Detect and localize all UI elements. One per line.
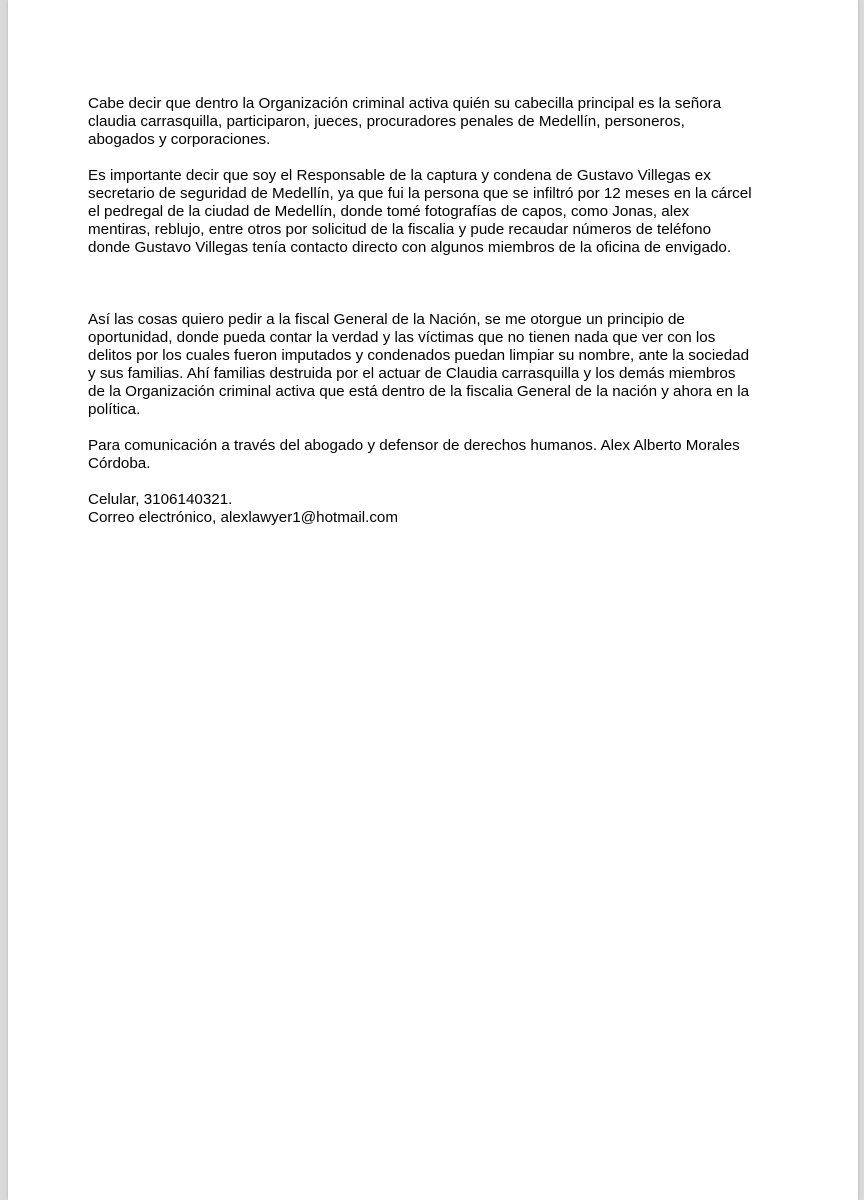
text-line: claudia carrasquilla, participaron, jueces, procuradores penales de Medellín, personeros, — [88, 113, 685, 130]
text-line: oportunidad, donde pueda contar la verdad y las víctimas que no tienen nada que ver con los — [88, 329, 716, 346]
text-line: delitos por los cuales fueron imputados y condenados puedan limpiar su nombre, ante la sociedad — [88, 347, 750, 364]
text-line: Es importante decir que soy el Responsable de la captura y condena de Gustavo Villegas ex — [88, 167, 711, 184]
text-line: mentiras, reblujo, entre otros por solicitud de la fiscalia y pude recaudar números de teléfono — [88, 221, 712, 238]
text-line: política. — [88, 401, 141, 418]
text-line: donde Gustavo Villegas tenía contacto directo con algunos miembros de la oficina de envigado. — [88, 239, 732, 256]
paragraph-principio-oportunidad — [88, 311, 788, 419]
text-line: Para comunicación a través del abogado y defensor de derechos humanos. Alex Alberto Morales — [88, 437, 740, 454]
text-line: Cabe decir que dentro la Organización criminal activa quién su cabecilla principal es la señora — [88, 95, 722, 112]
text-line: Córdoba. — [88, 455, 151, 472]
paragraph-spacer — [88, 419, 788, 437]
text-line: y sus familias. Ahí familias destruida por el actuar de Claudia carrasquilla y los demás miembros — [88, 365, 736, 382]
document-page — [8, 0, 858, 1200]
paragraph-spacer — [88, 473, 788, 491]
text-line: el pedregal de la ciudad de Medellín, donde tomé fotografías de capos, como Jonas, alex — [88, 203, 690, 220]
email-line: Correo electrónico, alexlawyer1@hotmail.com — [88, 509, 399, 526]
text-line: secretario de seguridad de Medellín, ya que fui la persona que se infiltró por 12 meses en la cárcel — [88, 185, 752, 202]
paragraph-comunicacion-abogado — [88, 437, 788, 473]
paragraph-spacer — [88, 257, 788, 311]
phone-line: Celular, 3106140321. — [88, 491, 233, 508]
paragraph-spacer — [88, 149, 788, 167]
text-line: abogados y corporaciones. — [88, 131, 271, 148]
contact-block — [88, 491, 788, 527]
text-line: Así las cosas quiero pedir a la fiscal General de la Nación, se me otorgue un principio de — [88, 311, 685, 328]
paragraph-captura-villegas — [88, 167, 788, 257]
text-line: de la Organización criminal activa que está dentro de la fiscalia General de la nación y ahora en la — [88, 383, 750, 400]
paragraph-organizacion-criminal — [88, 95, 788, 149]
document-body — [88, 95, 788, 527]
